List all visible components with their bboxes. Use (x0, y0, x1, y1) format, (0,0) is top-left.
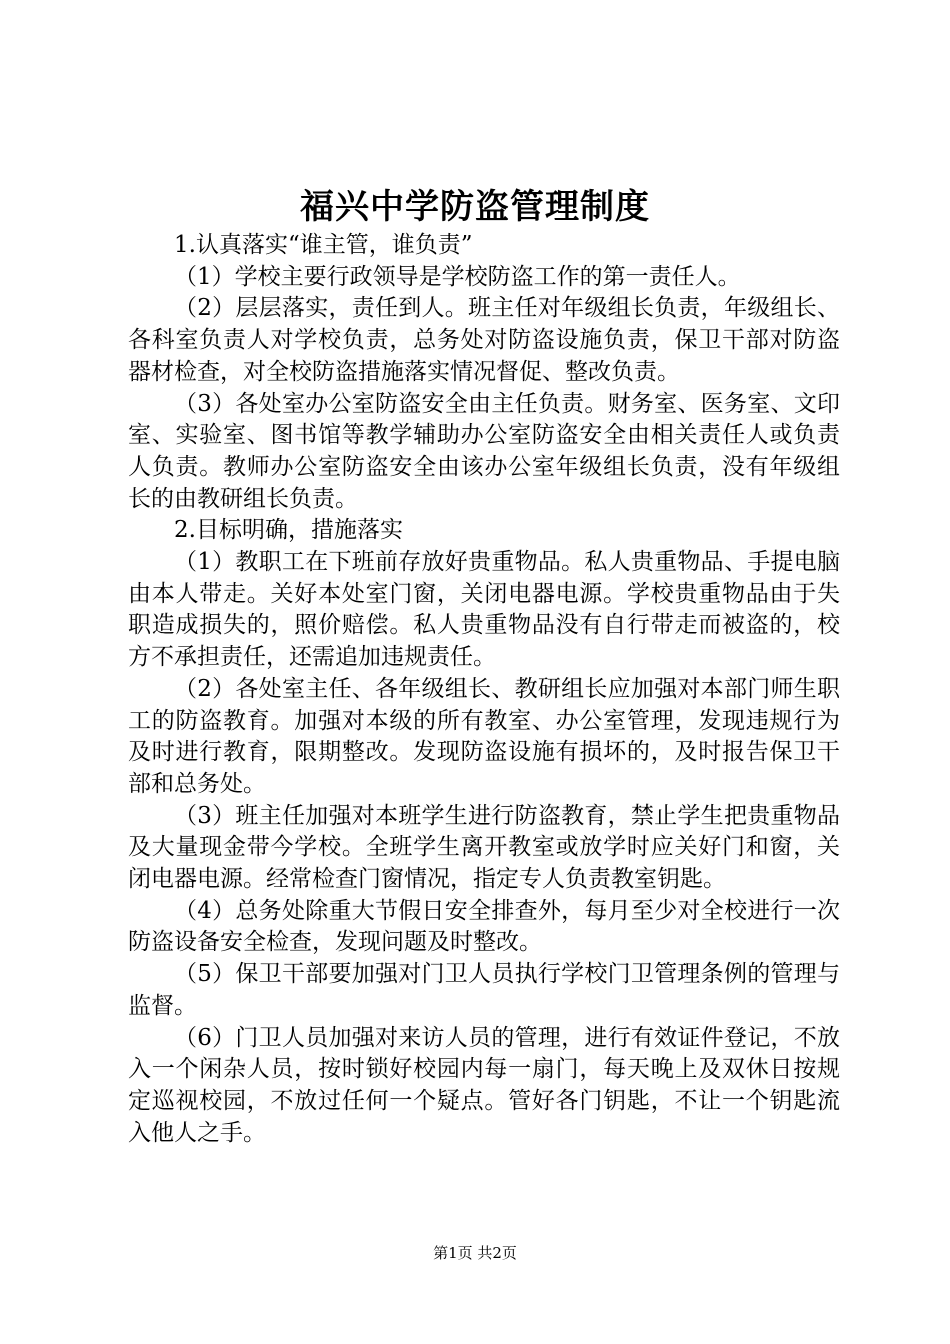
paragraph: 2.目标明确，措施落实 (174, 517, 403, 544)
paragraph: （1）教职工在下班前存放好贵重物品。私人贵重物品、手提电脑由本人带走。关好本处室门窗，关闭电器电源。学校贵重物品由于失职造成损失的，照价赔偿。私人贵重物品没有自行带走而被盗的，校方不承担责任，还需追加违规责任。 (128, 549, 840, 671)
paragraph: （4）总务处除重大节假日安全排查外，每月至少对全校进行一次防盗设备安全检查，发现问题及时整改。 (128, 897, 840, 956)
paragraph: （6）门卫人员加强对来访人员的管理，进行有效证件登记，不放入一个闲杂人员，按时锁好校园内每一扇门，每天晚上及双休日按规定巡视校园，不放过任何一个疑点。管好各门钥匙，不让一个钥匙流入他人之手。 (128, 1024, 840, 1146)
document-body (128, 230, 840, 1149)
paragraph: （2）各处室主任、各年级组长、教研组长应加强对本部门师生职工的防盗教育。加强对本级的所有教室、办公室管理，发现违规行为及时进行教育，限期整改。发现防盗设施有损坏的，及时报告保卫干部和总务处。 (128, 675, 840, 797)
paragraph: （3）各处室办公室防盗安全由主任负责。财务室、医务室、文印室、实验室、图书馆等教学辅助办公室防盗安全由相关责任人或负责人负责。教师办公室防盗安全由该办公室年级组长负责，没有年级组长的由教研组长负责。 (128, 390, 840, 512)
paragraph: （3）班主任加强对本班学生进行防盗教育，禁止学生把贵重物品及大量现金带今学校。全班学生离开教室或放学时应关好门和窗，关闭电器电源。经常检查门窗情况，指定专人负责教室钥匙。 (128, 802, 840, 893)
paragraph: （2）层层落实，责任到人。班主任对年级组长负责，年级组长、各科室负责人对学校负责，总务处对防盗设施负责，保卫干部对防盗器材检查，对全校防盗措施落实情况督促、整改负责。 (128, 295, 840, 385)
paragraph: 1.认真落实“谁主管，谁负责” (174, 232, 473, 258)
paragraph: （1）学校主要行政领导是学校防盗工作的第一责任人。 (174, 263, 741, 290)
paragraph: （5）保卫干部要加强对门卫人员执行学校门卫管理条例的管理与监督。 (128, 961, 840, 1019)
document-title: 福兴中学防盗管理制度 (300, 187, 650, 227)
page-footer: 第1页 共2页 (433, 1244, 517, 1262)
